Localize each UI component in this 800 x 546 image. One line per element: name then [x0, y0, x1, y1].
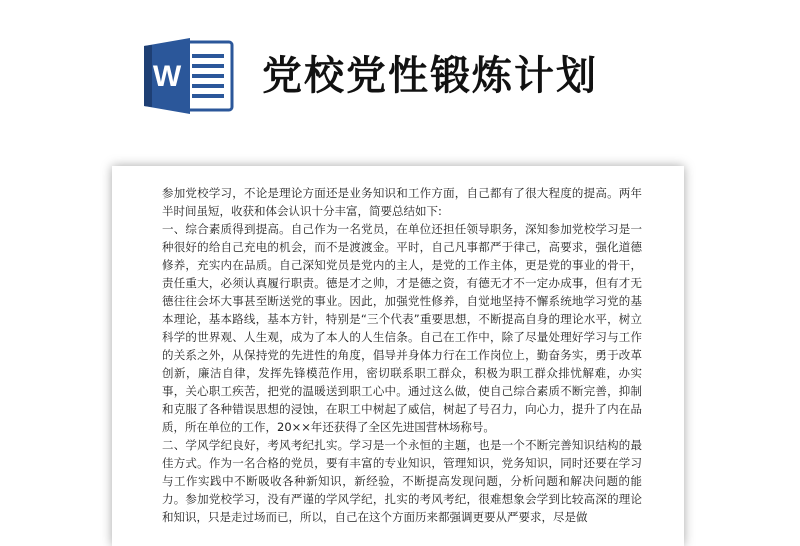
paragraph-section-1: 一、综合素质得到提高。自己作为一名党员，在单位还担任领导职务，深知参加党校学习是一种很好的给自己充电的机会，而不是渡渡金。平时，自己凡事都严于律己，高要求，强化道德修养，充实内在品质。自己深知党员是党内的主人，是党的工作主体，更是党的事业的骨干，责任重大，必须认真履行职责。德是才之帅，才是德之资，有德无才不一定办成事，但有才无德往往会坏大事甚至断送党的事业。因此，加强党性修养，自觉地坚持不懈系统地学习党的基本理论，基本路线，基本方针，特别是“三个代表”重要思想，不断提高自身的理论水平，树立科学的世界观、人生观，成为了本人的人生信条。自己在工作中，除了尽量处理好学习与工作的关系之外，从保持党的先进性的角度，倡导并身体力行在工作岗位上，勤奋务实，勇于改革创新，廉洁自律，发挥先锋模范作用，密切联系职工群众，积极为职工群众排忧解难，办实事，关心职工疾苦，把党的温暖送到职工心中。通过这么做，使自己综合素质不断完善，抑制和克服了各种错误思想的浸蚀，在职工中树起了威信，树起了号召力，向心力，提升了内在品质，所在单位的工作，20××年还获得了全区先进国营林场称号。 — [162, 222, 642, 434]
document-page — [112, 166, 684, 546]
document-body — [162, 184, 642, 526]
paragraph-intro: 参加党校学习，不论是理论方面还是业务知识和工作方面，自己都有了很大程度的提高。两年半时间虽短，收获和体会认识十分丰富，简要总结如下: — [162, 186, 642, 218]
word-logo-icon — [140, 36, 236, 116]
page-title: 党校党性锻炼计划 — [262, 53, 598, 99]
paragraph-section-2: 二、学风学纪良好，考风考纪扎实。学习是一个永恒的主题，也是一个不断完善知识结构的最佳方式。作为一名合格的党员，要有丰富的专业知识，管理知识，党务知识，同时还要在学习与工作实践中不断吸收各种新知识，新经验，不断提高发现问题，分析问题和解决问题的能力。参加党校学习，没有严谨的学风学纪，扎实的考风考纪，很难想象会学到比较高深的理论和知识，只是走过场而已，所以，自己在这个方面历来都强调更要从严要求，尽是做 — [162, 438, 642, 524]
word-logo-letter: W — [152, 60, 182, 93]
